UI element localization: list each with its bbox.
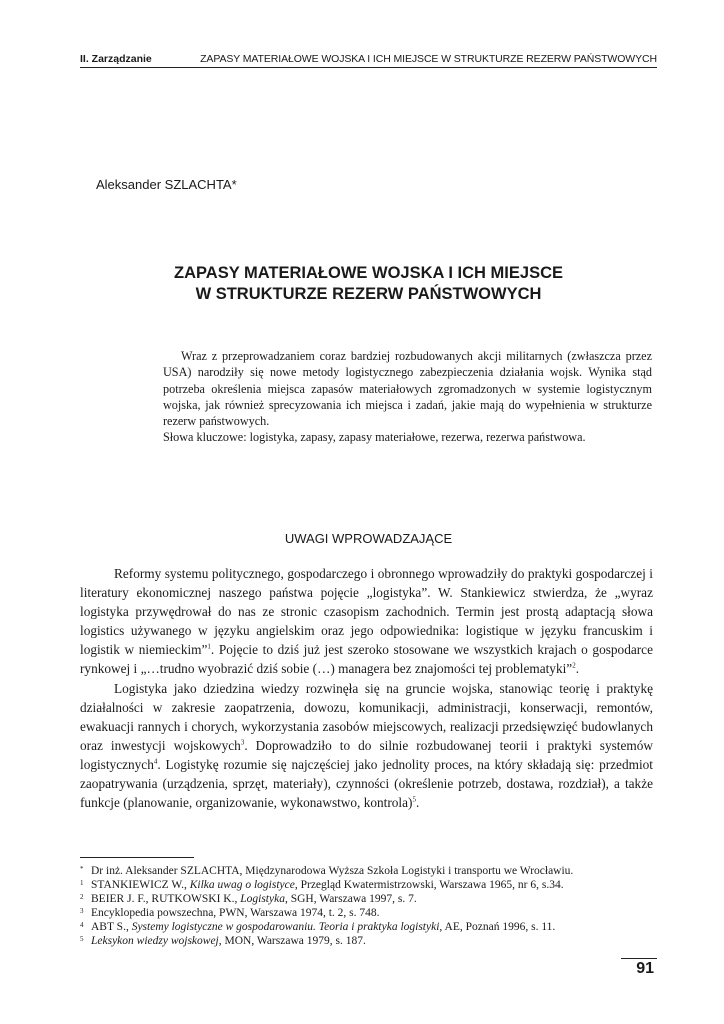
footnote-text-italic: Logistyka	[240, 893, 285, 905]
footnote-ref-3: 3	[240, 738, 245, 747]
body-p1-text-c: .	[575, 661, 580, 677]
article-title	[80, 263, 657, 305]
footnote	[80, 906, 664, 920]
footnote-text	[91, 920, 555, 934]
page-number-rule	[621, 958, 657, 959]
footnote	[80, 864, 664, 878]
section-label: II. Zarządzanie	[80, 53, 152, 65]
footnote-ref-5: 5	[412, 795, 416, 804]
page-number: 91	[636, 960, 654, 977]
footnote-text-italic: Systemy logistyczne w gospodarowaniu. Teoria i praktyka logistyki	[131, 921, 440, 933]
running-title: ZAPASY MATERIAŁOWE WOJSKA I ICH MIEJSCE W STRUKTURZE REZERW PAŃSTWOWYCH	[200, 53, 657, 65]
footnote-text-italic: Kilka uwag o logistyce	[189, 879, 295, 891]
section-heading: UWAGI WPROWADZAJĄCE	[284, 531, 453, 546]
body-text	[80, 564, 653, 812]
footnote-text	[91, 934, 366, 948]
article-title-line-1: ZAPASY MATERIAŁOWE WOJSKA I ICH MIEJSCE	[174, 264, 563, 282]
body-p2-text-c: . Logistykę rozumie się najczęściej jako jednolity proces, na który składają się: przedmiot zaopatrywania (urządzenia, sprzęt, materiały), czynności (określenie potrzeb, dostawa, rozdział), a także funkcje (planowanie, organizowanie, wykonawstwo, kontrola)	[80, 756, 653, 811]
abstract	[163, 348, 652, 446]
abstract-text: Wraz z przeprowadzaniem coraz bardziej rozbudowanych akcji militarnych (zwłaszcza przez USA) narodziły się nowe metody logistycznego zabezpieczenia działania wojsk. Wynika stąd potrzeba określenia miejsca zapasów materiałowych zgromadzonych w systemie logistycznym wojska, jak również sprecyzowania ich miejsca i zadań, jakie mają do wypełnienia w strukturze rezerw państwowych.	[163, 349, 652, 429]
running-header	[80, 53, 657, 68]
body-paragraph-2	[80, 679, 653, 813]
keywords: Słowa kluczowe: logistyka, zapasy, zapasy materiałowe, rezerwa, rezerwa państwowa.	[163, 430, 586, 445]
footnote-text-pre: BEIER J. F., RUTKOWSKI K.,	[91, 893, 241, 905]
footnote	[80, 934, 664, 948]
body-p2-text-a: Logistyka jako dziedzina wiedzy rozwinęła się na gruncie wojska, stanowiąc teorię i praktykę działalności w zakresie zaopatrzenia, dowozu, komunikacji, administracji, konserwacji, remontów, ewakuacji rannych i chorych, wykorzystania zasobów miejscowych, realizacji przedsięwzięć budowlanych oraz inwestycji wojskowych	[80, 680, 653, 753]
footnote-text	[91, 878, 564, 892]
footnote-mark: 1	[80, 879, 84, 887]
body-p1-text-a: Reformy systemu politycznego, gospodarczego i obronnego wprowadziły do praktyki gospodarczej i literatury ekonomicznej naszego państwa pojęcie „logistyka”. W. Stankiewicz stwierdza, że „wyraz logistyka przywędrował do nas ze stronic czasopism zachodnich. Termin jest prostą adaptacją słowa logistics używanego w języku angielskim oraz jego odpowiednika: logistique w języku francuskim i logistik w niemieckim”	[80, 566, 653, 658]
footnote-text-pre: ABT S.,	[91, 921, 132, 933]
footnote-text-pre: STANKIEWICZ W.,	[91, 879, 190, 891]
footnote-text	[91, 906, 380, 920]
footnote-mark: 3	[80, 907, 84, 915]
footnotes	[80, 864, 664, 948]
footnote-ref-2: 2	[572, 662, 576, 671]
author-name: Aleksander SZLACHTA*	[96, 177, 237, 192]
body-paragraph-1	[80, 564, 653, 679]
footnote-text-pre: Encyklopedia powszechna, PWN, Warszawa 1974, t. 2, s. 748.	[91, 907, 380, 919]
footnote-text-post: , AE, Poznań 1996, s. 11.	[439, 921, 556, 933]
footnote-text	[91, 864, 573, 878]
footnote-text-post: , SGH, Warszawa 1997, s. 7.	[284, 893, 417, 905]
footnote-ref-1: 1	[207, 642, 211, 651]
footnote	[80, 878, 664, 892]
footnote-mark: 5	[80, 935, 84, 943]
article-title-line-2: W STRUKTURZE REZERW PAŃSTWOWYCH	[195, 285, 542, 303]
footnote-text-pre: Dr inż. Aleksander SZLACHTA, Międzynarodowa Wyższa Szkoła Logistyki i transportu we Wrocławiu.	[91, 865, 574, 877]
footnote	[80, 892, 664, 906]
footnote-mark: *	[80, 865, 84, 873]
footnote-mark: 2	[80, 893, 84, 901]
body-p2-text-d: .	[415, 795, 420, 811]
footnote-text-post: , Przegląd Kwatermistrzowski, Warszawa 1965, nr 6, s.34.	[294, 879, 564, 891]
footnote-text-post: , MON, Warszawa 1979, s. 187.	[218, 935, 366, 947]
footnote-text	[91, 892, 417, 906]
footnote-ref-4: 4	[153, 757, 158, 766]
footnote-separator	[80, 857, 194, 858]
footnote-text-italic: Leksykon wiedzy wojskowej	[91, 935, 219, 947]
body-p1-text-b: . Pojęcie to dziś już jest szeroko stosowane we wszystkich krajach o gospodarce rynkowej i „…trudno wyobrazić dziś sobie (…) managera bez znajomości tej problematyki”	[80, 642, 653, 677]
footnote	[80, 920, 664, 934]
footnote-mark: 4	[80, 921, 84, 929]
body-p2-text-b: . Doprowadziło to do silnie rozbudowanej teorii i praktyki systemów logistycznych	[80, 737, 653, 772]
